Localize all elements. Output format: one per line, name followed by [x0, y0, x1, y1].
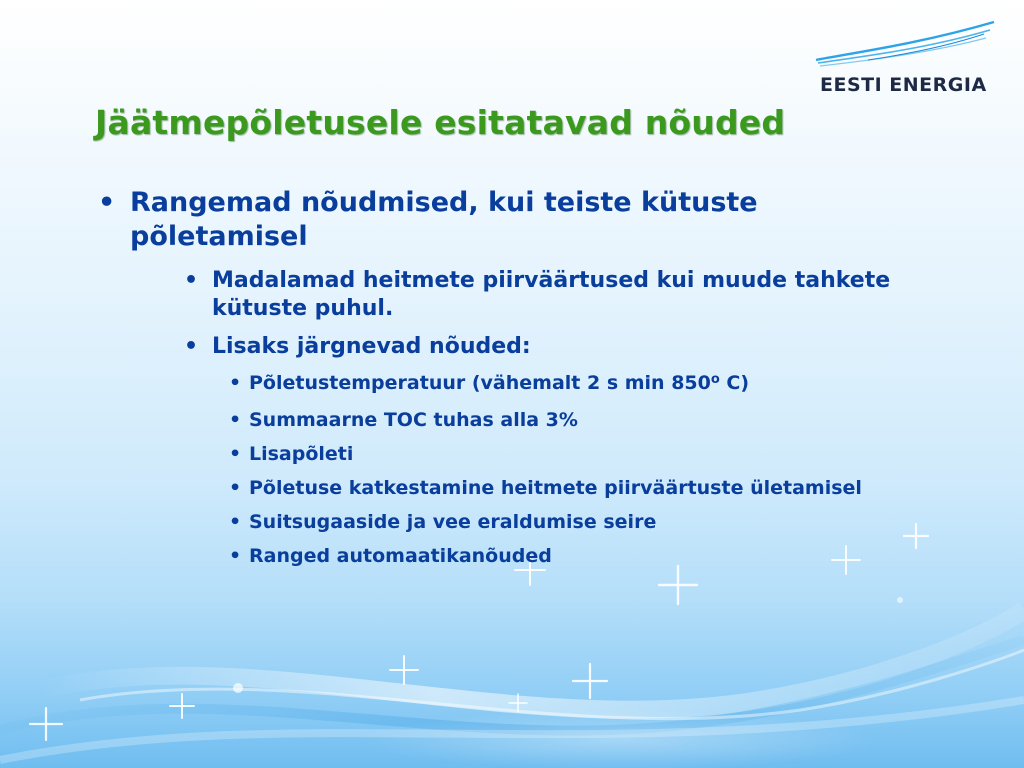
nested-bullet-text: Põletustemperatuur (vähemalt 2 s min 850	[249, 372, 711, 394]
sub-bullet-text: • Madalamad heitmete piirväärtused kui muude tahkete kütuste puhul.	[212, 268, 891, 321]
sub-bullet-item	[184, 267, 958, 323]
nested-bullet-item	[229, 441, 958, 467]
nested-bullet-item	[229, 543, 958, 569]
bullet-item-main	[98, 186, 958, 569]
sub-bullet-list	[130, 267, 958, 569]
nested-bullet-item	[229, 475, 958, 501]
nested-bullet-text: Põletuse katkestamine heitmete piirväärtuste ületamisel	[249, 477, 862, 499]
sub-bullet-text: • Lisaks järgnevad nõuded:	[212, 334, 531, 359]
slide-content	[98, 186, 958, 579]
logo-swoosh-icon	[808, 18, 1008, 78]
nested-bullet-text: Ranged automaatikanõuded	[249, 545, 552, 567]
nested-bullet-list	[212, 370, 958, 569]
nested-bullet-text: Summaarne TOC tuhas alla 3%	[249, 409, 578, 431]
eesti-energia-logo	[808, 18, 1008, 100]
sub-bullet-item	[184, 333, 958, 569]
bullet-list	[98, 186, 958, 569]
slide-title: Jäätmepõletusele esitatavad nõuded	[95, 103, 786, 142]
nested-bullet-text: Suitsugaaside ja vee eraldumise seire	[249, 511, 657, 533]
nested-bullet-item	[229, 370, 958, 399]
nested-bullet-item	[229, 407, 958, 433]
nested-bullet-text: Lisapõleti	[249, 443, 354, 465]
degree-superscript: o	[710, 372, 720, 387]
nested-bullet-item	[229, 509, 958, 535]
nested-bullet-text-end: C)	[719, 372, 750, 394]
bullet-main-text: • Rangemad nõudmised, kui teiste kütuste põletamisel	[130, 187, 758, 252]
logo-text: EESTI ENERGIA	[820, 74, 987, 96]
